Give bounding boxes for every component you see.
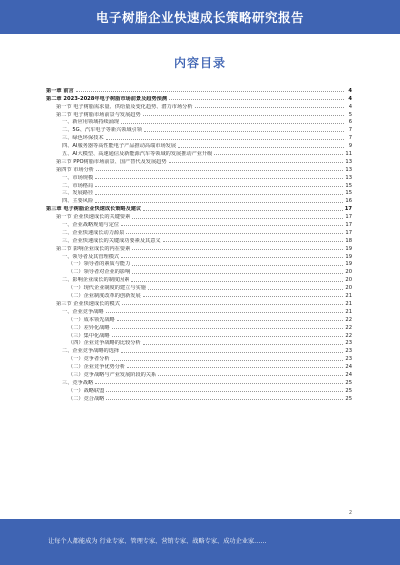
toc-leader-dots <box>96 170 343 171</box>
toc-entry-page: 7 <box>348 135 352 142</box>
toc-entry-label: 一、新应用领域持续涌现 <box>62 119 120 126</box>
toc-entry[interactable] <box>46 267 352 275</box>
toc-entry-label: （二）企业制度改革的创新发展 <box>68 293 141 300</box>
toc-entry-label: 第三章 电子树脂企业快速成长策略及建议 <box>46 206 142 213</box>
toc-entry-page: 18 <box>345 237 352 244</box>
table-of-contents <box>46 86 352 402</box>
toc-entry-label: 第一章 前言 <box>46 87 74 94</box>
toc-entry[interactable] <box>46 315 352 323</box>
toc-entry[interactable] <box>46 236 352 244</box>
toc-leader-dots <box>148 289 344 290</box>
toc-leader-dots <box>106 312 344 313</box>
toc-entry-page: 22 <box>345 316 352 323</box>
toc-entry-label: 三、企业快速成长的关键成功要素及其意义 <box>62 237 161 244</box>
toc-entry-label: 第三节 PPO树脂市场前景、国产替代及发展趋势 <box>56 158 167 165</box>
toc-leader-dots <box>169 162 344 163</box>
toc-entry-label: 第一节 电子树脂需求量、供给量及变化趋势、潜力市场分析 <box>56 103 193 110</box>
page-header <box>0 0 400 34</box>
toc-entry[interactable] <box>46 354 352 362</box>
toc-entry-page: 19 <box>345 245 352 252</box>
toc-entry-page: 20 <box>345 269 352 276</box>
toc-leader-dots <box>106 399 343 400</box>
toc-leader-dots <box>95 194 343 195</box>
toc-entry-page: 25 <box>345 395 352 402</box>
toc-entry-page: 15 <box>345 190 352 197</box>
toc-leader-dots <box>132 265 343 266</box>
toc-entry-page: 7 <box>348 127 352 134</box>
toc-entry-page: 17 <box>345 214 352 221</box>
toc-entry[interactable] <box>46 149 352 157</box>
toc-entry-label: 一、企业战略规划与定位 <box>62 222 120 229</box>
toc-entry[interactable] <box>46 118 352 126</box>
toc-entry[interactable] <box>46 331 352 339</box>
toc-entry[interactable] <box>46 386 352 394</box>
toc-entry-label: 三、竞争战略 <box>62 379 94 386</box>
toc-entry-label: （二）差异化战略 <box>68 324 110 331</box>
toc-entry[interactable] <box>46 189 352 197</box>
toc-entry-label: 三、绿色环保技术 <box>62 135 104 142</box>
toc-entry-label: 三、发展路径 <box>62 190 94 197</box>
toc-entry-label: 第二节 电子树脂市场前景与发展趋势 <box>56 111 141 118</box>
toc-entry-page: 6 <box>348 119 352 126</box>
toc-entry[interactable] <box>46 173 352 181</box>
toc-entry-page: 19 <box>345 261 352 268</box>
toc-entry[interactable] <box>46 94 352 102</box>
toc-entry-page: 23 <box>345 356 352 363</box>
toc-entry-label: 一、领导者及其管理模式 <box>62 253 120 260</box>
toc-entry-page: 9 <box>348 143 352 150</box>
toc-entry-page: 17 <box>344 206 352 213</box>
toc-entry-label: （三）集中化战略 <box>68 332 110 339</box>
toc-entry-page: 21 <box>345 308 352 315</box>
toc-entry-page: 22 <box>345 332 352 339</box>
toc-leader-dots <box>178 147 344 148</box>
toc-entry-label: 四、AI服务器等高性能电子产品推动高端市场发展 <box>62 143 177 150</box>
toc-entry-page: 17 <box>345 222 352 229</box>
toc-leader-dots <box>95 178 343 179</box>
toc-leader-dots <box>127 367 343 368</box>
toc-leader-dots <box>143 115 344 116</box>
toc-leader-dots <box>112 336 344 337</box>
toc-entry[interactable] <box>46 299 352 307</box>
toc-leader-dots <box>106 391 343 392</box>
toc-entry[interactable] <box>46 378 352 386</box>
toc-entry-label: 一、市场规模 <box>62 174 94 181</box>
toc-entry[interactable] <box>46 196 352 204</box>
toc-entry-page: 4 <box>348 87 352 94</box>
toc-leader-dots <box>76 91 344 92</box>
toc-entry[interactable] <box>46 204 352 212</box>
toc-entry-page: 13 <box>345 158 352 165</box>
toc-entry-label: （一）现代企业制度的建立与实施 <box>68 285 146 292</box>
toc-entry[interactable] <box>46 346 352 354</box>
toc-entry[interactable] <box>46 283 352 291</box>
toc-entry[interactable] <box>46 125 352 133</box>
toc-entry-label: （一）竞争者分析 <box>68 356 110 363</box>
toc-leader-dots <box>95 383 343 384</box>
toc-entry-page: 23 <box>345 340 352 347</box>
toc-leader-dots <box>121 225 343 226</box>
toc-entry-label: 二、影响企业成长的制度因素 <box>62 277 130 284</box>
toc-leader-dots <box>132 249 343 250</box>
toc-leader-dots <box>112 328 344 329</box>
toc-entry-label: 四、主要风险 <box>62 198 94 205</box>
toc-entry[interactable] <box>46 141 352 149</box>
toc-entry-page: 22 <box>345 324 352 331</box>
toc-entry[interactable] <box>46 228 352 236</box>
toc-entry-label: （一）领导者的素质与能力 <box>68 261 131 268</box>
toc-entry[interactable] <box>46 165 352 173</box>
toc-entry-label: 二、市场格局 <box>62 182 94 189</box>
toc-leader-dots <box>131 281 343 282</box>
toc-entry[interactable] <box>46 181 352 189</box>
toc-leader-dots <box>163 241 344 242</box>
toc-leader-dots <box>122 304 343 305</box>
toc-entry[interactable] <box>46 110 352 118</box>
toc-entry-label: 一、企业竞争战略 <box>62 308 104 315</box>
footer-slogan: 让每个人都能成为 行业专家、管理专家、营销专家、战略专家、成功企业家…… <box>48 538 267 545</box>
toc-leader-dots <box>158 375 343 376</box>
toc-entry[interactable] <box>46 339 352 347</box>
toc-entry-label: 第一节 企业快速成长的关键要素 <box>56 214 131 221</box>
toc-entry[interactable] <box>46 244 352 252</box>
toc-entry[interactable] <box>46 323 352 331</box>
toc-entry[interactable] <box>46 133 352 141</box>
toc-entry[interactable] <box>46 275 352 283</box>
toc-entry[interactable] <box>46 370 352 378</box>
page-footer <box>0 519 400 565</box>
toc-entry-page: 24 <box>345 371 352 378</box>
toc-entry-page: 21 <box>345 300 352 307</box>
toc-leader-dots <box>132 273 343 274</box>
toc-entry-label: （一）成本领先战略 <box>68 316 115 323</box>
toc-entry-page: 25 <box>345 379 352 386</box>
toc-entry-page: 11 <box>345 151 352 158</box>
toc-leader-dots <box>132 218 343 219</box>
toc-entry-label: （四）企业竞争战略的比较分析 <box>68 340 141 347</box>
toc-entry[interactable] <box>46 220 352 228</box>
toc-leader-dots <box>121 257 343 258</box>
toc-entry-page: 4 <box>348 95 352 102</box>
toc-entry-page: 13 <box>345 166 352 173</box>
toc-leader-dots <box>106 139 344 140</box>
toc-entry-label: （二）领导者对企业的影响 <box>68 269 131 276</box>
toc-leader-dots <box>112 360 344 361</box>
toc-entry-label: （二）企业竞争优势分析 <box>68 364 126 371</box>
toc-leader-dots <box>143 210 343 211</box>
toc-leader-dots <box>95 186 343 187</box>
toc-entry[interactable] <box>46 394 352 402</box>
toc-entry-page: 25 <box>345 387 352 394</box>
toc-leader-dots <box>143 296 344 297</box>
toc-entry-label: （一）战略联盟 <box>68 387 105 394</box>
toc-entry-page: 21 <box>345 293 352 300</box>
toc-entry-label: （三）竞争战略与产业发展阶段的关系 <box>68 371 157 378</box>
toc-entry[interactable] <box>46 362 352 370</box>
toc-entry[interactable] <box>46 212 352 220</box>
toc-entry-page: 19 <box>345 253 352 260</box>
toc-leader-dots <box>121 123 344 124</box>
toc-entry[interactable] <box>46 157 352 165</box>
toc-entry[interactable] <box>46 307 352 315</box>
toc-entry-label: 五、AI大模型、高速通信及新能源汽车等领域的发展推动产业升级 <box>62 151 213 158</box>
toc-entry-label: 二、企业快速成长动力源泉 <box>62 229 125 236</box>
toc-leader-dots <box>195 107 344 108</box>
toc-entry-page: 24 <box>345 364 352 371</box>
toc-heading: 内容目录 <box>173 56 226 70</box>
toc-entry-page: 4 <box>348 103 352 110</box>
toc-leader-dots <box>95 202 343 203</box>
toc-entry[interactable] <box>46 260 352 268</box>
toc-entry-page: 16 <box>345 198 352 205</box>
toc-entry[interactable] <box>46 291 352 299</box>
toc-entry[interactable] <box>46 86 352 94</box>
toc-entry-label: 第三节 企业快速成长的模式 <box>56 300 120 307</box>
toc-entry-page: 20 <box>345 277 352 284</box>
toc-leader-dots <box>214 154 343 155</box>
toc-entry[interactable] <box>46 102 352 110</box>
toc-entry[interactable] <box>46 252 352 260</box>
toc-leader-dots <box>143 344 344 345</box>
toc-entry-label: 二、5G、汽车电子等新兴领域引领 <box>62 127 142 134</box>
toc-leader-dots <box>126 233 343 234</box>
toc-leader-dots <box>117 320 344 321</box>
toc-entry-page: 5 <box>348 111 352 118</box>
toc-entry-page: 15 <box>345 182 352 189</box>
toc-entry-page: 13 <box>345 174 352 181</box>
toc-entry-page: 20 <box>345 285 352 292</box>
toc-entry-page: 17 <box>345 229 352 236</box>
toc-entry-page: 23 <box>345 348 352 355</box>
toc-entry-label: 第四节 市场分析 <box>56 166 94 173</box>
toc-entry-label: 第二章 2023-2028年电子树脂市场前景及趋势预测 <box>46 95 168 102</box>
toc-entry-label: 二、企业竞争战略的选择 <box>62 348 120 355</box>
report-title: 电子树脂企业快速成长策略研究报告 <box>95 10 304 25</box>
toc-leader-dots <box>144 131 344 132</box>
toc-entry-label: （二）竞合战略 <box>68 395 105 402</box>
toc-entry-label: 第二节 影响企业成长的内在要素 <box>56 245 131 252</box>
toc-leader-dots <box>121 352 343 353</box>
page-number: 2 <box>348 510 352 516</box>
toc-leader-dots <box>169 99 344 100</box>
